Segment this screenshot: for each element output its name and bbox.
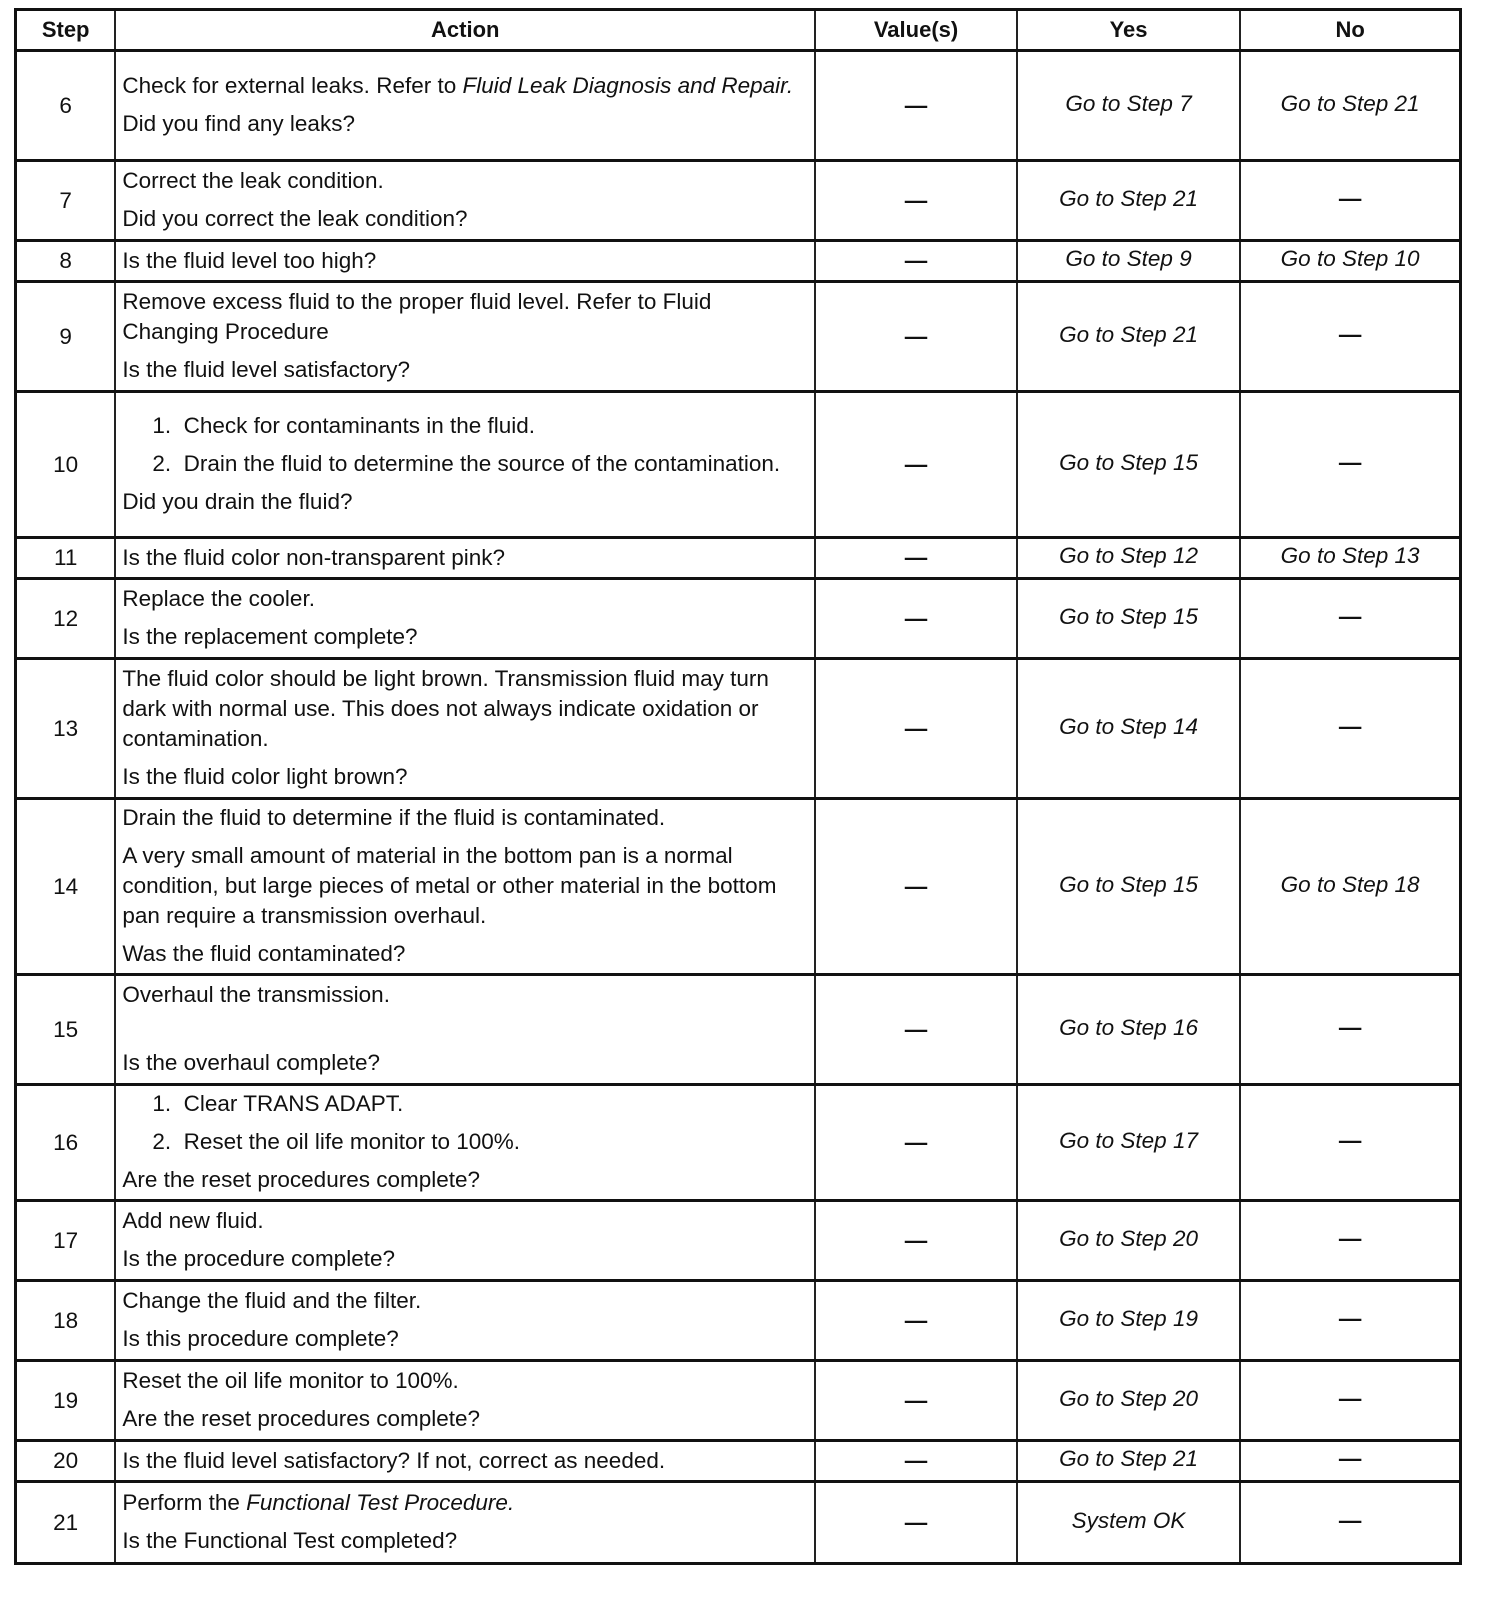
no-cell xyxy=(1240,282,1460,392)
yes-cell: Go to Step 19 xyxy=(1017,1281,1240,1361)
action-cell xyxy=(115,1085,815,1201)
no-cell xyxy=(1240,1281,1460,1361)
table-row xyxy=(16,538,1461,579)
yes-cell: Go to Step 15 xyxy=(1017,392,1240,538)
action-text: Drain the fluid to determine if the fluid is contaminated. xyxy=(122,805,666,830)
value-cell: — xyxy=(815,161,1017,241)
dash: — xyxy=(1338,449,1362,475)
step-number: 20 xyxy=(16,1441,116,1482)
value-cell: — xyxy=(815,241,1017,282)
value-cell: — xyxy=(815,51,1017,161)
action-text: Overhaul the transmission. xyxy=(122,982,390,1007)
table-row xyxy=(16,1085,1461,1201)
action-lead: Check for external leaks. Refer to xyxy=(122,73,463,98)
header-row xyxy=(16,10,1461,51)
dash: — xyxy=(1338,1225,1362,1251)
value-cell: — xyxy=(815,392,1017,538)
question-text: Is the procedure complete? xyxy=(122,1246,395,1271)
step-number: 14 xyxy=(16,799,116,975)
reference-link: Fluid Leak Diagnosis and Repair. xyxy=(462,73,794,98)
action-text xyxy=(122,71,810,101)
value-cell: — xyxy=(815,975,1017,1085)
table-row xyxy=(16,1441,1461,1482)
table-row xyxy=(16,659,1461,799)
no-cell xyxy=(1240,161,1460,241)
no-cell: Go to Step 21 xyxy=(1240,51,1460,161)
question-text: Did you correct the leak condition? xyxy=(122,206,468,231)
yes-cell: Go to Step 9 xyxy=(1017,241,1240,282)
action-text: Correct the leak condition. xyxy=(122,168,384,193)
yes-cell: Go to Step 21 xyxy=(1017,1441,1240,1482)
value-cell: — xyxy=(815,1281,1017,1361)
question-text: Is the fluid color non-transparent pink? xyxy=(122,544,506,570)
action-text: Reset the oil life monitor to 100%. xyxy=(122,1368,459,1393)
table-row xyxy=(16,579,1461,659)
action-cell xyxy=(115,51,815,161)
dash: — xyxy=(1338,1127,1362,1153)
dash: — xyxy=(1338,1446,1362,1471)
table-row xyxy=(16,241,1461,282)
question-text: Is the fluid color light brown? xyxy=(122,764,408,789)
reference-link: Functional Test Procedure. xyxy=(246,1490,515,1515)
action-text: Change the fluid and the filter. xyxy=(122,1288,422,1313)
no-cell: Go to Step 10 xyxy=(1240,241,1460,282)
dash: — xyxy=(1338,185,1362,211)
table-row xyxy=(16,1361,1461,1441)
table-row xyxy=(16,161,1461,241)
header-yes: Yes xyxy=(1017,10,1240,51)
header-values: Value(s) xyxy=(815,10,1017,51)
question-text: Is the replacement complete? xyxy=(122,624,418,649)
question-text: Is the fluid level too high? xyxy=(122,247,377,273)
question-text: Did you drain the fluid? xyxy=(122,489,353,514)
question-text: Are the reset procedures complete? xyxy=(122,1406,481,1431)
action-cell xyxy=(115,1361,815,1441)
question-text: Is the fluid level satisfactory? xyxy=(122,357,410,382)
action-cell xyxy=(115,538,815,579)
action-cell xyxy=(115,799,815,975)
step-number: 13 xyxy=(16,659,116,799)
yes-cell: Go to Step 16 xyxy=(1017,975,1240,1085)
yes-cell: Go to Step 20 xyxy=(1017,1201,1240,1281)
table-row xyxy=(16,799,1461,975)
value-cell: — xyxy=(815,282,1017,392)
action-cell xyxy=(115,1281,815,1361)
diagnostic-table xyxy=(14,8,1462,1565)
dash: — xyxy=(1338,1507,1362,1533)
value-cell: — xyxy=(815,1482,1017,1564)
dash: — xyxy=(1338,321,1362,347)
list-item: 2. Drain the fluid to determine the source of the contamination. xyxy=(152,451,781,476)
question-text: Did you find any leaks? xyxy=(122,111,355,136)
step-number: 12 xyxy=(16,579,116,659)
yes-cell: Go to Step 12 xyxy=(1017,538,1240,579)
value-cell: — xyxy=(815,538,1017,579)
question-text: Is this procedure complete? xyxy=(122,1326,399,1351)
table-row xyxy=(16,975,1461,1085)
no-cell xyxy=(1240,1201,1460,1281)
action-text: Add new fluid. xyxy=(122,1208,264,1233)
value-cell: — xyxy=(815,1441,1017,1482)
step-number: 11 xyxy=(16,538,116,579)
yes-cell: System OK xyxy=(1017,1482,1240,1564)
no-cell xyxy=(1240,1085,1460,1201)
question-text: Are the reset procedures complete? xyxy=(122,1167,481,1192)
header-no: No xyxy=(1240,10,1460,51)
question-text: Is the fluid level satisfactory? If not, correct as needed. xyxy=(122,1447,666,1473)
action-cell xyxy=(115,579,815,659)
step-number: 16 xyxy=(16,1085,116,1201)
table-row xyxy=(16,51,1461,161)
step-number: 9 xyxy=(16,282,116,392)
action-cell xyxy=(115,1441,815,1482)
step-number: 7 xyxy=(16,161,116,241)
action-text xyxy=(122,1488,810,1518)
step-number: 19 xyxy=(16,1361,116,1441)
step-number: 8 xyxy=(16,241,116,282)
step-number: 21 xyxy=(16,1482,116,1564)
value-cell: — xyxy=(815,579,1017,659)
action-lead: Perform the xyxy=(122,1490,247,1515)
yes-cell: Go to Step 14 xyxy=(1017,659,1240,799)
step-number: 6 xyxy=(16,51,116,161)
table-row xyxy=(16,1482,1461,1564)
value-cell: — xyxy=(815,659,1017,799)
dash: — xyxy=(1338,713,1362,739)
action-text: Remove excess fluid to the proper fluid level. Refer to Fluid Changing Procedure xyxy=(122,289,712,344)
table-row xyxy=(16,1201,1461,1281)
value-cell: — xyxy=(815,1201,1017,1281)
list-item: 1. Clear TRANS ADAPT. xyxy=(152,1091,404,1116)
table-row xyxy=(16,392,1461,538)
no-cell xyxy=(1240,579,1460,659)
no-cell xyxy=(1240,1482,1460,1564)
yes-cell: Go to Step 21 xyxy=(1017,161,1240,241)
action-note: A very small amount of material in the bottom pan is a normal condition, but large pieces of metal or other material in the bottom pan require a transmission overhaul. xyxy=(122,843,777,928)
action-cell xyxy=(115,241,815,282)
action-cell xyxy=(115,392,815,538)
action-text: Replace the cooler. xyxy=(122,586,315,611)
yes-cell: Go to Step 15 xyxy=(1017,579,1240,659)
action-cell xyxy=(115,1201,815,1281)
header-action: Action xyxy=(115,10,815,51)
dash: — xyxy=(1338,1385,1362,1411)
dash: — xyxy=(1338,1305,1362,1331)
step-number: 15 xyxy=(16,975,116,1085)
step-number: 18 xyxy=(16,1281,116,1361)
action-cell xyxy=(115,1482,815,1564)
question-text: Is the Functional Test completed? xyxy=(122,1528,458,1553)
action-cell xyxy=(115,282,815,392)
value-cell: — xyxy=(815,799,1017,975)
question-text: Was the fluid contaminated? xyxy=(122,941,406,966)
no-cell xyxy=(1240,1361,1460,1441)
action-text: The fluid color should be light brown. Transmission fluid may turn dark with normal use. This does not always indicate oxidation or contamination. xyxy=(122,666,769,751)
table-row xyxy=(16,1281,1461,1361)
list-item: 2. Reset the oil life monitor to 100%. xyxy=(152,1129,521,1154)
action-cell xyxy=(115,975,815,1085)
value-cell: — xyxy=(815,1361,1017,1441)
yes-cell: Go to Step 7 xyxy=(1017,51,1240,161)
value-cell: — xyxy=(815,1085,1017,1201)
yes-cell: Go to Step 15 xyxy=(1017,799,1240,975)
action-cell xyxy=(115,161,815,241)
table-row xyxy=(16,282,1461,392)
no-cell xyxy=(1240,975,1460,1085)
dash: — xyxy=(1338,603,1362,629)
dash: — xyxy=(1338,1014,1362,1040)
step-number: 17 xyxy=(16,1201,116,1281)
list-item: 1. Check for contaminants in the fluid. xyxy=(152,413,536,438)
yes-cell: Go to Step 17 xyxy=(1017,1085,1240,1201)
no-cell xyxy=(1240,1441,1460,1482)
no-cell: Go to Step 13 xyxy=(1240,538,1460,579)
no-cell: Go to Step 18 xyxy=(1240,799,1460,975)
no-cell xyxy=(1240,659,1460,799)
yes-cell: Go to Step 21 xyxy=(1017,282,1240,392)
header-step: Step xyxy=(16,10,116,51)
no-cell xyxy=(1240,392,1460,538)
question-text: Is the overhaul complete? xyxy=(122,1050,380,1075)
action-cell xyxy=(115,659,815,799)
step-number: 10 xyxy=(16,392,116,538)
yes-cell: Go to Step 20 xyxy=(1017,1361,1240,1441)
